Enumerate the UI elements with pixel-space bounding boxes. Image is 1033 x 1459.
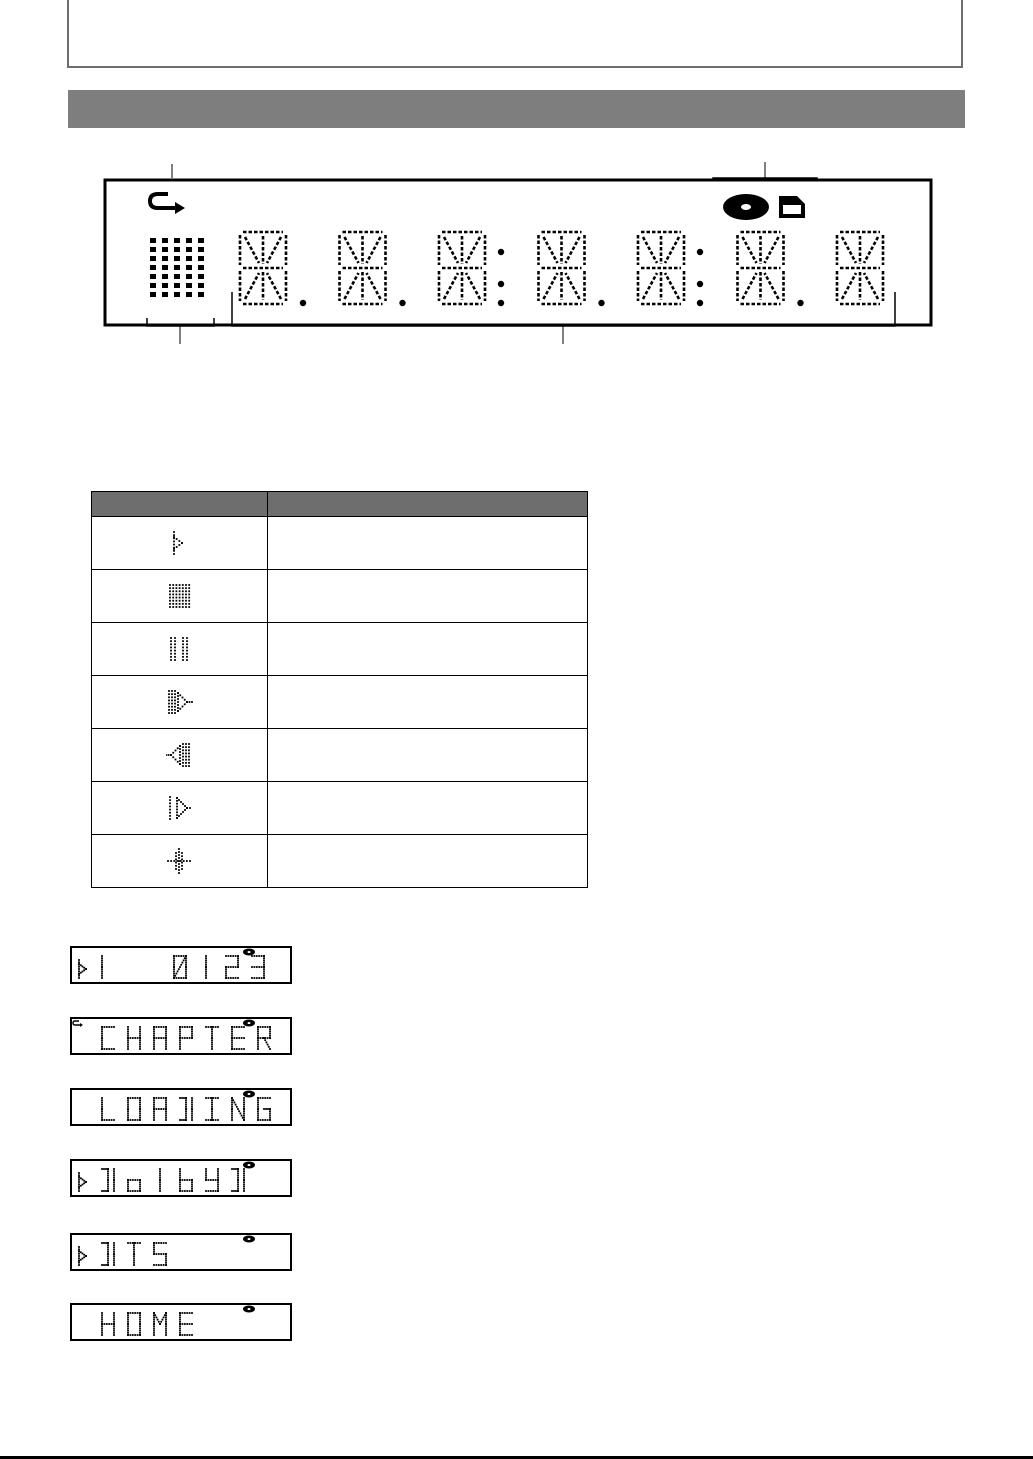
status-table-row [92,517,588,570]
status-icon-cell [92,676,268,729]
colon-dot [697,249,703,255]
table-header-icon [92,492,268,517]
decimal-point [598,300,604,306]
disc-icon [243,1020,255,1027]
status-description [268,676,588,729]
example-display [70,946,292,984]
play-icon [78,1246,87,1266]
decimal-point [399,300,405,306]
front-panel-display [0,150,1033,350]
colon-dot [498,281,504,287]
decimal-point [498,300,504,306]
example-label: 1 0123 [72,948,76,949]
colon-dot [498,249,504,255]
fast-reverse-icon [166,741,194,769]
example-text [101,1097,271,1121]
play-icon [78,959,87,979]
decimal-point [697,300,703,306]
example-display [70,1303,292,1341]
table-header-description [268,492,588,517]
colon-dot [697,281,703,287]
example-display [70,1233,292,1271]
status-table-row [92,623,588,676]
zoom-icon [166,847,194,875]
example-label: LOADING [72,1090,77,1091]
decimal-point [797,300,803,306]
example-display [70,1088,292,1126]
example-text [101,955,265,979]
status-description [268,835,588,888]
disc-icon [723,194,769,220]
status-table-row [92,570,588,623]
status-icon-cell [92,623,268,676]
status-table-row [92,676,588,729]
status-description [268,570,588,623]
status-table-row [92,782,588,835]
disc-icon [243,949,255,956]
example-label: DTS [72,1235,74,1236]
example-text [101,1168,245,1192]
disc-icon [243,1236,255,1243]
disc-icon [243,1162,255,1169]
status-description [268,729,588,782]
decimal-point [300,300,306,306]
example-text [101,1026,271,1050]
play-icon [166,529,194,557]
example-display [70,1017,292,1055]
example-text [101,1242,167,1266]
play-icon [78,1172,87,1192]
header-box [67,0,963,68]
step-forward-icon [166,794,194,822]
pause-icon [166,635,194,663]
status-icon-cell [92,729,268,782]
status-icon-cell [92,782,268,835]
disc-icon [243,1306,255,1313]
example-display [70,1159,292,1197]
repeat-arrow-icon [73,1021,83,1027]
example-label: HOME [72,1305,75,1306]
status-icon-cell [92,570,268,623]
status-icon-cell [92,835,268,888]
status-description [268,623,588,676]
example-label: CHAPTER [72,1019,77,1020]
example-text [101,1312,193,1336]
section-title-bar [68,90,965,128]
status-table-row [92,835,588,888]
status-table-row [92,729,588,782]
fast-forward-icon [166,688,194,716]
example-label: DolbyD [72,1161,76,1162]
disc-icon [243,1091,255,1098]
display-frame [105,180,931,325]
status-description [268,517,588,570]
status-icon-cell [92,517,268,570]
status-icon-table [91,491,588,888]
stop-icon [166,582,194,610]
status-description [268,782,588,835]
